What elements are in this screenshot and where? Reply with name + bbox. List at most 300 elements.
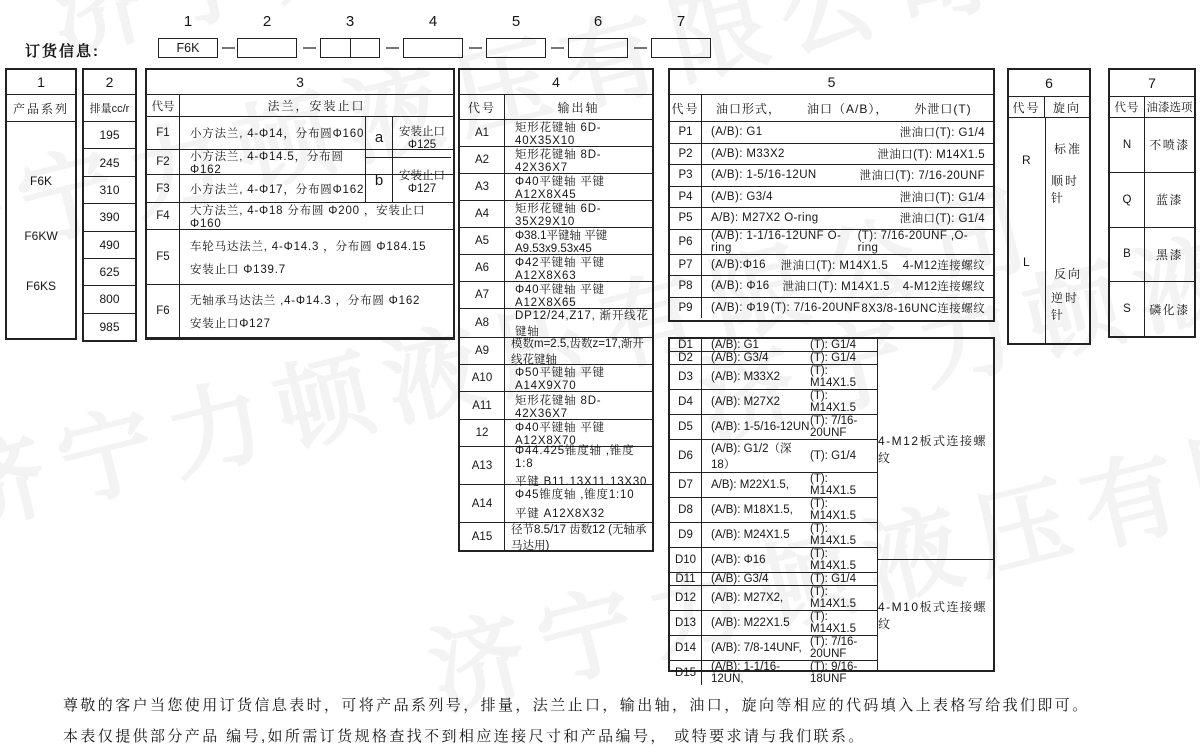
- table-row: [670, 586, 877, 611]
- position-number: 7: [676, 13, 686, 30]
- table-row: [670, 165, 993, 187]
- desc-line: 安装止口Φ127: [190, 317, 271, 330]
- desc-cell: 大方法兰, 4-Φ18 分布圆 Φ200 ，安装止口Φ160: [190, 205, 426, 230]
- desc-cell: Φ50平键轴 平键A14X9X70: [515, 367, 605, 392]
- table-body: [7, 122, 75, 338]
- column-header-desc: 油漆选项: [1146, 102, 1193, 114]
- port-t: (T): G1/4: [810, 450, 857, 462]
- header-row: [147, 95, 453, 117]
- desc-line: Φ44.425锥度轴 ,锥度1:8: [515, 445, 635, 470]
- dash: [303, 47, 316, 49]
- desc-line: 车轮马达法兰, 4-Φ14.3 ，分布圆 Φ184.15: [190, 240, 427, 253]
- dash: [386, 47, 399, 49]
- table-rotation: [1007, 68, 1091, 345]
- code-cell: D5: [670, 415, 702, 439]
- dash: [551, 47, 564, 49]
- port-ab: (A/B): 1-5/16-12UN: [711, 169, 817, 182]
- port-ab: (A/B): M33X2: [711, 147, 785, 160]
- port-thread: 4-M12连接螺纹: [902, 281, 985, 294]
- code-cell: D9: [670, 523, 702, 547]
- table-row: [147, 285, 453, 338]
- column-header-desc: 输出轴: [557, 100, 600, 115]
- port-ab: A/B): M27X2 O-ring: [711, 212, 819, 225]
- table-row: [670, 187, 993, 209]
- port-ab: (A/B): G3/4: [711, 190, 773, 203]
- spigot-a: [393, 117, 451, 158]
- table-row: [460, 338, 652, 365]
- displacement-value: 310: [99, 182, 120, 197]
- table-row: [670, 636, 877, 661]
- table-row: [670, 230, 993, 255]
- port-ab: (A/B): G3/4: [711, 573, 769, 585]
- desc-cell: 径节8.5/17 齿数12 (无轴承马达用): [511, 523, 647, 552]
- desc-cell: [702, 636, 877, 660]
- order-info-label: 订货信息:: [25, 43, 100, 60]
- table-row: [670, 298, 993, 319]
- column-header-code: 代号: [670, 95, 702, 121]
- column-divider: [1045, 118, 1046, 343]
- table-body: [670, 122, 993, 318]
- code-cell: D15: [670, 661, 702, 685]
- desc-cell: [702, 365, 877, 389]
- spigot-a-dia: Φ125: [407, 139, 437, 151]
- code-cell: F1: [147, 117, 180, 149]
- table-row: [670, 365, 877, 390]
- table-row: [460, 365, 652, 392]
- code-box-6: [568, 38, 628, 58]
- displacement-value: 390: [99, 210, 120, 225]
- table-paint-options: [1108, 68, 1196, 338]
- port-t: (T): M14X1.5: [810, 548, 857, 572]
- code-cell: P3: [670, 165, 702, 186]
- code-cell: B: [1110, 228, 1145, 282]
- code-cell: F2: [147, 150, 180, 174]
- desc-cell: 小方法兰, 4-Φ17，分布圆Φ162: [190, 183, 365, 196]
- code-cell: N: [1110, 118, 1145, 172]
- port-ab: (A/B): Φ16: [711, 280, 770, 293]
- table-row: [670, 390, 877, 415]
- table-row: [670, 440, 877, 473]
- table-output-shaft: [458, 68, 654, 552]
- desc-cell: [702, 390, 877, 414]
- spigot-code-a: a: [366, 117, 393, 158]
- table-row: [460, 174, 652, 201]
- port-ab: (A/B): 1-5/16-12UN: [711, 421, 810, 433]
- table-displacement: [82, 68, 137, 342]
- code-cell: A4: [460, 201, 505, 227]
- dash: [222, 47, 235, 49]
- table-row: [84, 232, 135, 259]
- code-cell: A1: [460, 120, 505, 146]
- footer-note-2: 本表仅提供部分产品 编号,如所需订货规格查找不到相应连接尺寸和产品编号， 或特要求请与我们联系。: [63, 728, 866, 745]
- header-row: [1110, 97, 1194, 118]
- rotation-text: 顺时针: [1051, 174, 1080, 205]
- desc-cell: [702, 473, 877, 497]
- desc-line: 平键 A12X8X32: [515, 508, 605, 520]
- header-row: [460, 95, 652, 120]
- paint-option: 黑漆: [1155, 247, 1183, 262]
- port-t: (T): M14X1.5: [810, 498, 857, 522]
- table-number: 1: [7, 70, 75, 95]
- port-t: (T): 7/16-20UNF ,O-ring: [857, 229, 969, 254]
- desc-cell: 小方法兰, 4-Φ14，分布圆Φ160: [190, 128, 365, 140]
- desc-cell: 矩形花键轴 6D-40X35X10: [515, 122, 602, 147]
- code-cell: A2: [460, 147, 505, 173]
- rotation-text: 反向: [1054, 267, 1083, 281]
- desc-line: Φ45锥度轴 ,锥度1:10: [515, 489, 635, 501]
- code-cell: D2: [670, 352, 702, 364]
- paint-option: 磷化漆: [1149, 302, 1190, 317]
- table-row: [460, 228, 652, 255]
- port-ab: (A/B): Φ16: [711, 554, 766, 566]
- desc-cell: 矩形花键轴 6D-35X29X10: [515, 203, 602, 228]
- port-t: (T): M14X1.5: [810, 523, 857, 547]
- port-t: 泄油口(T): G1/4: [899, 191, 985, 204]
- spigot-sub-table: [365, 117, 451, 203]
- table-number: 6: [1009, 70, 1089, 97]
- port-ab: (A/B): M22X1.5: [711, 617, 790, 629]
- port-ab: (A/B): 1-1/16-12UN,: [711, 661, 781, 685]
- group-label-m12: 4-M12板式连接螺纹: [878, 339, 993, 560]
- column-header: 排量cc/r: [84, 95, 135, 122]
- code-cell: P4: [670, 187, 702, 208]
- port-ab: (A/B): G1: [711, 339, 759, 351]
- port-thread: 8X3/8-16UNC连接螺纹: [861, 302, 985, 315]
- position-number: 3: [345, 13, 355, 30]
- header-row: [1009, 97, 1089, 118]
- table-row: [84, 204, 135, 231]
- table-number: 7: [1110, 70, 1194, 97]
- code-box-7: [651, 38, 711, 58]
- table-number: 2: [84, 70, 135, 95]
- code-box-3: [320, 38, 380, 58]
- desc-cell: [702, 230, 993, 254]
- table-row: [460, 392, 652, 420]
- code-box-2: [237, 38, 297, 58]
- code-box-3b: [351, 39, 380, 57]
- displacement-value: 195: [99, 128, 120, 143]
- table-row: [670, 573, 877, 586]
- table-row: [147, 230, 453, 285]
- table-row: [670, 473, 877, 498]
- port-ab: (A/B): 7/8-14UNF,: [711, 642, 802, 654]
- table-row: [147, 203, 453, 230]
- code-cell: A6: [460, 255, 505, 281]
- desc-cell: [702, 122, 993, 143]
- rotation-code: R: [1022, 153, 1033, 167]
- series-item: F6KW: [24, 229, 58, 243]
- table-row: [460, 255, 652, 282]
- port-ab: (A/B): G3/4: [711, 352, 769, 364]
- spigot-a-text: 安装止口: [399, 126, 445, 138]
- port-t: 泄油口(T): M14X1.5: [780, 259, 889, 272]
- port-t: (T): M14X1.5: [810, 473, 857, 497]
- desc-cell: Φ40平键轴 平键A12X8X45: [515, 176, 605, 201]
- port-t: (T): 7/16-20UNF: [810, 415, 858, 439]
- table-body: [84, 122, 135, 340]
- desc-cell: [702, 548, 877, 572]
- code-box-5: [486, 38, 546, 58]
- table-row: [670, 339, 877, 352]
- table-row: [670, 208, 993, 230]
- spigot-b: [393, 158, 451, 203]
- table-product-series: [5, 68, 77, 340]
- table-body: [1009, 118, 1089, 343]
- port-t: 泄油口(T): M14X1.5: [782, 281, 890, 294]
- code-cell: D13: [670, 611, 702, 635]
- table-row: [670, 548, 877, 573]
- code-cell: P2: [670, 144, 702, 165]
- table-row: [670, 276, 993, 298]
- table-row: [670, 352, 877, 365]
- rotation-text: 逆时针: [1051, 291, 1080, 322]
- port-ab: (A/B): Φ19: [711, 301, 770, 314]
- spigot-b-dia: Φ127: [407, 182, 437, 195]
- column-header: 产品系列: [7, 95, 75, 122]
- port-t: (T): 7/16-20UNF: [810, 636, 858, 660]
- desc-cell: [702, 661, 877, 685]
- port-thread: 4-M12连接螺纹: [902, 259, 985, 272]
- port-t: (T): 7/16-20UNF: [770, 301, 861, 314]
- desc-line: 安装止口 Φ139.7: [190, 263, 286, 276]
- table-row: [460, 120, 652, 147]
- code-cell: A15: [460, 523, 505, 550]
- position-number: 4: [428, 13, 438, 30]
- series-item: F6KS: [25, 279, 56, 293]
- desc-cell: [702, 498, 877, 522]
- code-cell: D8: [670, 498, 702, 522]
- code-cell: F3: [147, 175, 180, 202]
- table-row: [670, 415, 877, 440]
- code-cell: P7: [670, 255, 702, 276]
- desc-cell: [702, 611, 877, 635]
- table-row: [1110, 118, 1194, 173]
- code-cell: Q: [1110, 173, 1145, 227]
- table-row: [670, 122, 993, 144]
- code-cell: D3: [670, 365, 702, 389]
- code-cell: D6: [670, 440, 702, 472]
- port-t: 泄油口(T): M14X1.5: [877, 148, 985, 161]
- desc-line: 无轴承马达法兰 ,4-Φ14.3 ，分布圆 Φ162: [190, 294, 421, 307]
- displacement-value: 245: [99, 155, 120, 170]
- desc-cell: [180, 285, 453, 337]
- desc-cell: [702, 352, 877, 364]
- desc-cell: [702, 586, 877, 610]
- table-number: 5: [670, 70, 993, 95]
- table-number: 4: [460, 70, 652, 95]
- spigot-b-text: 安装止口: [399, 169, 445, 182]
- table-body: [670, 339, 878, 685]
- table-row: [670, 611, 877, 636]
- table-row: [460, 147, 652, 174]
- port-ab: (A/B): G1/2（深18）: [711, 443, 792, 471]
- code-cell: F5: [147, 230, 180, 284]
- column-header-desc: 旋向: [1052, 100, 1081, 115]
- code-cell: F6: [147, 285, 180, 337]
- table-row: [1110, 228, 1194, 283]
- port-ab: A/B): M22X1.5,: [711, 479, 789, 491]
- port-t: (T): M14X1.5: [810, 390, 857, 414]
- table-row: [84, 122, 135, 149]
- table-ports: [668, 68, 995, 322]
- port-t: 泄油口(T): G1/4: [899, 213, 985, 226]
- desc-cell: [702, 440, 877, 472]
- code-box-4: [403, 38, 463, 58]
- code-cell: A8: [460, 309, 505, 337]
- port-t: (T): M14X1.5: [810, 611, 857, 635]
- desc-cell: Φ38.1平键轴 平键A9.53x9.53x45: [515, 230, 608, 255]
- code-cell: D10: [670, 548, 702, 572]
- desc-cell: [702, 255, 993, 276]
- desc-cell: [702, 339, 877, 351]
- table-row: [460, 201, 652, 228]
- port-t: (T): 9/16-18UNF: [810, 661, 858, 685]
- code-cell: A11: [460, 392, 505, 419]
- displacement-value: 490: [99, 237, 120, 252]
- series-code: F6K: [176, 41, 200, 55]
- desc-line: 平键 B11.13X11.13X30: [515, 476, 648, 488]
- port-t: 泄油口(T): G1/4: [899, 127, 985, 140]
- port-t: (T): G1/4: [810, 573, 857, 585]
- position-number: 2: [262, 13, 272, 30]
- desc-cell: [702, 573, 877, 585]
- port-t: (T): M14X1.5: [810, 365, 857, 389]
- port-t: 泄油口(T): 7/16-20UNF: [859, 170, 985, 183]
- desc-cell: [702, 523, 877, 547]
- position-number: 5: [511, 13, 521, 30]
- code-cell: A3: [460, 174, 505, 200]
- table-row: [84, 314, 135, 340]
- desc-cell: [505, 485, 652, 522]
- desc-cell: Φ42平键轴 平键A12X8X63: [515, 257, 605, 282]
- table-row: [460, 445, 652, 488]
- table-row: [1110, 282, 1194, 336]
- footer-note-1: 尊敬的客户当您使用订货信息表时，可将产品系列号，排量，法兰止口，输出轴，油口，旋向等相应的代码填入上表格写给我们即可。: [63, 697, 1090, 714]
- desc-cell: 模数m=2.5,齿数z=17,渐开线花键轴: [511, 338, 644, 366]
- port-ab: (A/B): M24X1.5: [711, 529, 790, 541]
- port-ab: (A/B): 1-1/16-12UNF O-ring: [711, 229, 842, 254]
- table-row: [460, 523, 652, 550]
- code-cell: D7: [670, 473, 702, 497]
- code-cell: D11: [670, 573, 702, 585]
- column-header-code: 代号: [1110, 97, 1145, 117]
- desc-cell: 矩形花键轴 8D-42X36X7: [515, 394, 602, 420]
- code-cell: A13: [460, 447, 505, 484]
- code-box-series: [158, 38, 218, 58]
- column-header-code: 代号: [460, 95, 505, 119]
- rotation-text: 标准: [1054, 142, 1083, 156]
- desc-cell: 矩形花键轴 8D-42X36X7: [515, 149, 602, 174]
- dash: [469, 47, 482, 49]
- port-t: (T): G1/4: [810, 352, 857, 364]
- spigot-code-b: b: [366, 158, 393, 203]
- column-header-desc: 油口形式， 油口（A/B）， 外泄口(T): [716, 101, 972, 116]
- port-ab: (A/B): M27X2: [711, 396, 781, 408]
- code-box-3a: [321, 39, 351, 57]
- code-cell: D14: [670, 636, 702, 660]
- rotation-code: L: [1023, 255, 1032, 269]
- table-row: [1110, 173, 1194, 228]
- code-cell: 12: [460, 420, 505, 446]
- code-cell: A10: [460, 365, 505, 391]
- table-row: [670, 144, 993, 166]
- desc-cell: Φ40平键轴 平键A12X8X70: [515, 422, 605, 447]
- table-row: [670, 255, 993, 277]
- code-cell: D1: [670, 339, 702, 351]
- table-flange: [145, 68, 455, 340]
- desc-cell: [702, 144, 993, 165]
- table-row: [670, 523, 877, 548]
- port-ab: (A/B):Φ16: [711, 258, 766, 271]
- table-row: [670, 498, 877, 523]
- desc-cell: Φ40平键轴 平键A12X8X65: [515, 284, 605, 309]
- code-cell: D12: [670, 586, 702, 610]
- port-ab: (A/B): M33X2: [711, 371, 781, 383]
- displacement-value: 800: [99, 292, 120, 307]
- code-cell: P8: [670, 276, 702, 297]
- displacement-value: 985: [99, 319, 120, 334]
- code-cell: P1: [670, 122, 702, 143]
- table-row: [84, 286, 135, 313]
- desc-cell: [505, 445, 652, 488]
- table-row: [460, 309, 652, 338]
- table-number: 3: [147, 70, 453, 95]
- code-cell: P5: [670, 208, 702, 229]
- dash: [634, 47, 647, 49]
- table-ports-plate: [668, 337, 995, 685]
- table-row: [670, 661, 877, 685]
- table-row: [84, 177, 135, 204]
- header-row: [670, 95, 993, 122]
- column-header-code: 代号: [147, 95, 180, 116]
- code-cell: A5: [460, 228, 505, 254]
- table-row: [84, 149, 135, 176]
- desc-cell: [180, 230, 453, 284]
- table-body: [1110, 118, 1194, 336]
- desc-cell: [702, 415, 877, 439]
- desc-cell: [702, 165, 993, 186]
- group-label-m10: 4-M10板式连接螺纹: [878, 600, 988, 631]
- paint-option: 不喷漆: [1149, 138, 1190, 153]
- desc-cell: DP12/24,Z17, 渐开线花键轴: [515, 310, 649, 338]
- desc-cell: [702, 298, 993, 319]
- port-ab: (A/B): G1: [711, 126, 763, 139]
- table-row: [84, 259, 135, 286]
- column-header-code: 代号: [1009, 97, 1045, 117]
- position-number: 1: [183, 13, 193, 30]
- table-row: [460, 485, 652, 523]
- code-cell: F4: [147, 203, 180, 229]
- paint-option: 蓝漆: [1155, 193, 1183, 208]
- port-ab: (A/B): M27X2,: [711, 592, 784, 604]
- port-t: (T): G1/4: [810, 339, 857, 351]
- code-cell: A7: [460, 282, 505, 308]
- desc-cell: [702, 187, 993, 208]
- desc-cell: 小方法兰, 4-Φ14.5，分布圆Φ162: [190, 151, 344, 176]
- code-cell: A14: [460, 485, 505, 522]
- table-row: [460, 282, 652, 309]
- group-label-column: [878, 339, 993, 670]
- port-t: (T): M14X1.5: [810, 586, 857, 610]
- code-cell: P9: [670, 298, 702, 319]
- column-header-desc: 法兰，安装止口: [267, 99, 366, 113]
- code-cell: S: [1110, 282, 1145, 336]
- code-cell: D4: [670, 390, 702, 414]
- series-item: F6K: [29, 174, 52, 188]
- displacement-value: 625: [99, 265, 120, 280]
- position-number: 6: [593, 13, 603, 30]
- code-cell: P6: [670, 230, 702, 254]
